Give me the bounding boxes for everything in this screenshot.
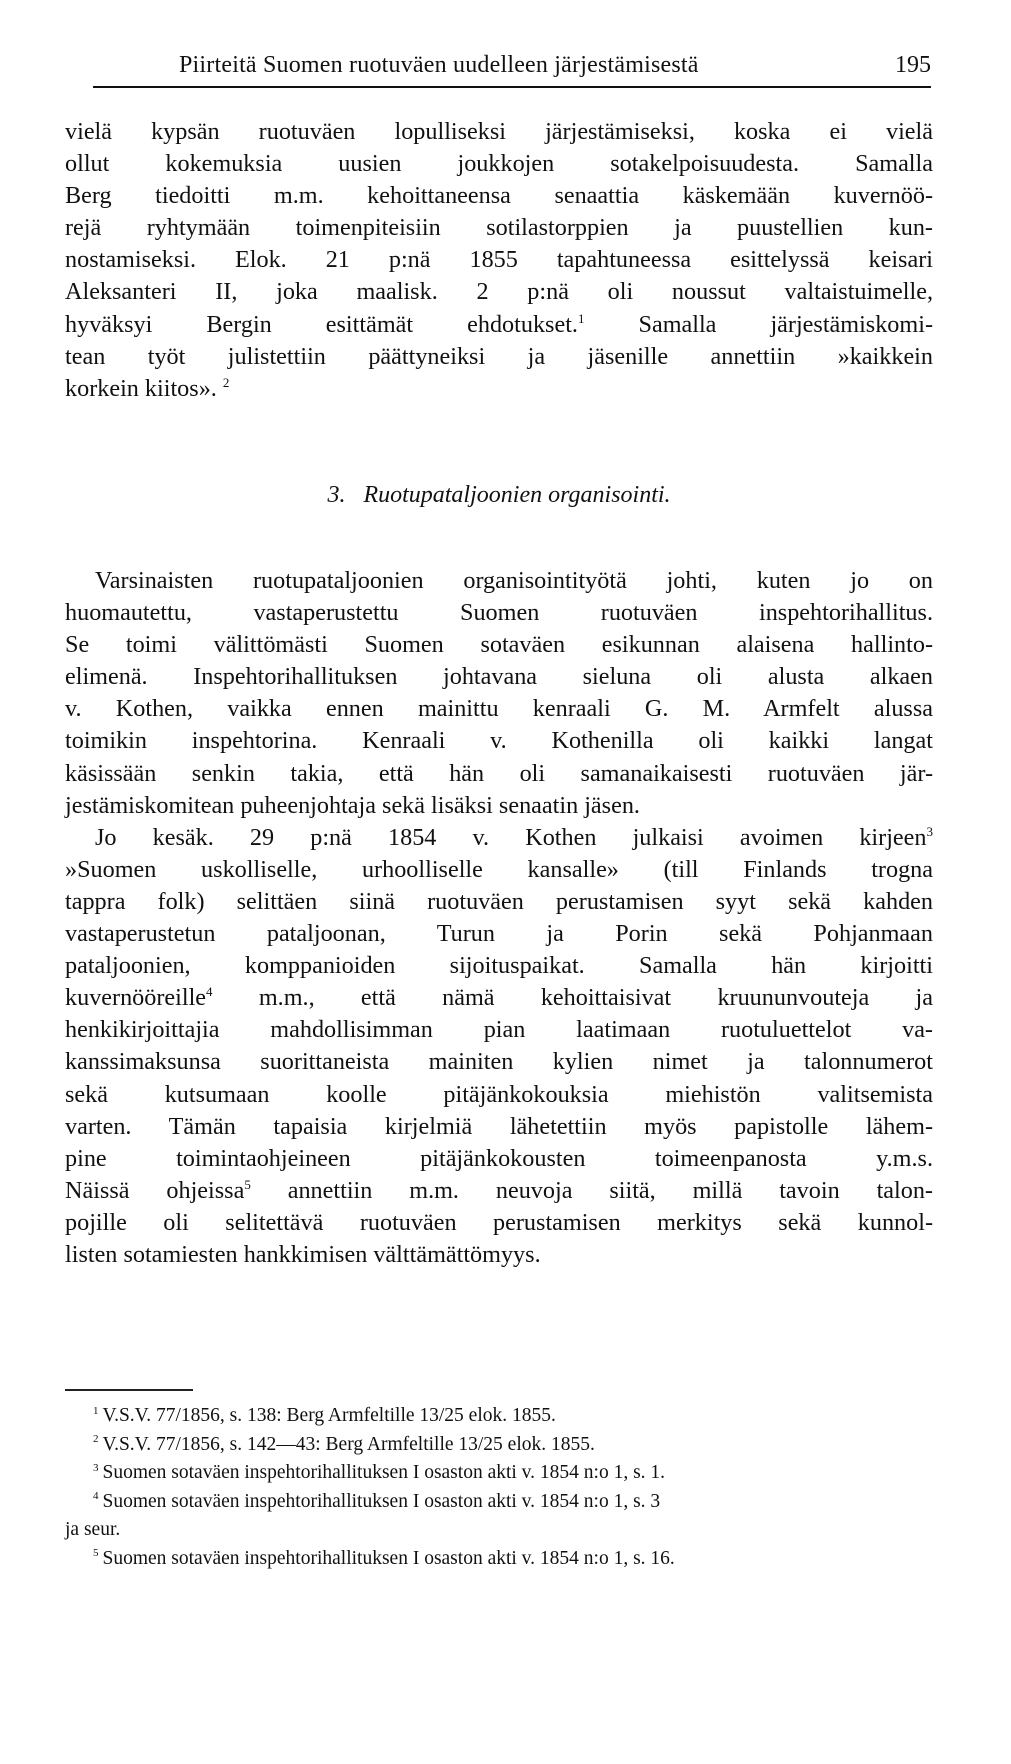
text-line: sekä kutsumaan koolle pitäjänkokouksia miehistön valitsemista bbox=[65, 1080, 933, 1108]
text-run: hyväksyi Bergin esittämät ehdotukset. bbox=[65, 310, 578, 338]
text-line: pojille oli selitettävä ruotuväen perustamisen merkitys sekä kunnol- bbox=[65, 1208, 933, 1236]
text-run: kuvernööreille bbox=[65, 984, 207, 1012]
text-line: jestämiskomitean puheenjohtaja sekä lisäksi senaatin jäsen. bbox=[65, 791, 640, 819]
footnote-ref-1[interactable]: 1 bbox=[577, 310, 585, 326]
text-run: annettiin m.m. neuvoja siitä, millä tavoin talon- bbox=[287, 1176, 933, 1204]
text-line: pataljoonien, komppanioiden sijoituspaikat. Samalla hän kirjoitti bbox=[65, 952, 933, 980]
footnote-ref-3[interactable]: 3 bbox=[926, 823, 933, 839]
text-line: rejä ryhtymään toimenpiteisiin sotilastorppien ja puustellien kun- bbox=[65, 214, 933, 242]
text-line: pine toimintaohjeineen pitäjänkokousten toimeenpanosta y.m.s. bbox=[65, 1144, 933, 1172]
footnote-rule bbox=[65, 1389, 193, 1391]
text-line bbox=[65, 822, 933, 854]
text-line: »Suomen uskolliselle, urhoolliselle kansalle» (till Finlands trogna bbox=[65, 855, 933, 883]
section-heading bbox=[65, 482, 933, 509]
text-line bbox=[65, 373, 933, 405]
footnote-number: 5 bbox=[93, 1547, 99, 1560]
footnote-2 bbox=[65, 1431, 933, 1460]
text-line: ollut kokemuksia uusien joukkojen sotakelpoisuudesta. Samalla bbox=[65, 150, 933, 178]
text-run: Jo kesäk. 29 p:nä 1854 v. Kothen julkaisi avoimen kirjeen bbox=[95, 823, 927, 851]
footnote-1 bbox=[65, 1402, 933, 1431]
text-line: henkikirjoittajia mahdollisimman pian laatimaan ruotuluettelot va- bbox=[65, 1016, 933, 1044]
running-title: Piirteitä Suomen ruotuväen uudelleen järjestämisestä bbox=[179, 52, 699, 78]
footnote-number: 4 bbox=[93, 1490, 99, 1503]
footnote-text: Suomen sotaväen inspehtorihallituksen I osaston akti v. 1854 n:o 1, s. 1. bbox=[102, 1462, 666, 1484]
text-line: nostamiseksi. Elok. 21 p:nä 1855 tapahtuneessa esittelyssä keisari bbox=[65, 246, 933, 274]
running-head bbox=[93, 48, 931, 88]
footnote-ref-5[interactable]: 5 bbox=[244, 1176, 251, 1192]
text-line: tappra folk) selittäen siinä ruotuväen perustamisen syyt sekä kahden bbox=[65, 887, 933, 915]
text-line: listen sotamiesten hankkimisen välttämättömyys. bbox=[65, 1240, 541, 1268]
text-line bbox=[65, 309, 933, 341]
text-run: m.m., että nämä kehoittaisivat kruununvouteja ja bbox=[258, 984, 934, 1012]
text-line: Aleksanteri II, joka maalisk. 2 p:nä oli noussut valtaistuimelle, bbox=[65, 278, 933, 306]
page-number: 195 bbox=[895, 52, 931, 78]
text-line: Berg tiedoitti m.m. kehoittaneensa senaattia käskemään kuvernöö- bbox=[65, 182, 933, 210]
footnote-text: Suomen sotaväen inspehtorihallituksen I osaston akti v. 1854 n:o 1, s. 16. bbox=[102, 1547, 675, 1569]
text-run: Näissä ohjeissa bbox=[65, 1176, 245, 1204]
section-title: Ruotupataljoonien organisointi. bbox=[363, 482, 671, 508]
text-line: kanssimaksunsa suorittaneista mainiten kylien nimet ja talonnumerot bbox=[65, 1048, 933, 1076]
text-line: Se toimi välittömästi Suomen sotaväen esikunnan alaisena hallinto- bbox=[65, 631, 933, 659]
section-body bbox=[65, 565, 933, 1271]
footnote-number: 2 bbox=[93, 1433, 99, 1446]
text-run: korkein kiitos». bbox=[65, 374, 217, 402]
footnote-ref-2[interactable]: 2 bbox=[222, 374, 230, 390]
footnote-text: V.S.V. 77/1856, s. 138: Berg Armfeltille 13/25 elok. 1855. bbox=[102, 1405, 556, 1426]
text-line bbox=[65, 982, 933, 1014]
footnote-number: 1 bbox=[93, 1404, 99, 1417]
text-line: toimikin inspehtorina. Kenraali v. Kothenilla oli kaikki langat bbox=[65, 727, 933, 755]
text-line: Varsinaisten ruotupataljoonien organisointityötä johti, kuten jo on bbox=[95, 567, 933, 594]
text-run: Samalla järjestämiskomi- bbox=[638, 310, 933, 338]
header-rule bbox=[93, 86, 931, 88]
footnote-3 bbox=[65, 1459, 933, 1488]
footnotes bbox=[65, 1402, 933, 1574]
footnote-4 bbox=[65, 1488, 933, 1517]
text-line: huomautettu, vastaperustettu Suomen ruotuväen inspehtorihallitus. bbox=[65, 599, 933, 627]
text-line: vastaperustetun pataljoonan, Turun ja Porin sekä Pohjanmaan bbox=[65, 920, 933, 948]
text-line: käsissään senkin takia, että hän oli samanaikaisesti ruotuväen jär- bbox=[65, 759, 933, 787]
section-number: 3. bbox=[327, 482, 346, 508]
footnote-text: V.S.V. 77/1856, s. 142—43: Berg Armfeltille 13/25 elok. 1855. bbox=[102, 1433, 595, 1455]
text-line bbox=[65, 1175, 933, 1207]
footnote-5 bbox=[65, 1545, 933, 1574]
footnote-number: 3 bbox=[93, 1461, 99, 1474]
footnote-ref-4[interactable]: 4 bbox=[206, 984, 213, 1000]
footnote-text: Suomen sotaväen inspehtorihallituksen I osaston akti v. 1854 n:o 1, s. 3 bbox=[102, 1490, 661, 1512]
text-line: vielä kypsän ruotuväen lopulliseksi järjestämiseksi, koska ei vielä bbox=[65, 118, 933, 145]
text-line: varten. Tämän tapaisia kirjelmiä lähetettiin myös papistolle lähem- bbox=[65, 1112, 933, 1140]
text-line: v. Kothen, vaikka ennen mainittu kenraali G. M. Armfelt alussa bbox=[65, 695, 933, 723]
text-line: elimenä. Inspehtorihallituksen johtavana sieluna oli alusta alkaen bbox=[65, 663, 933, 691]
text-line: tean työt julistettiin päättyneiksi ja jäsenille annettiin »kaikkein bbox=[65, 342, 933, 370]
paragraph-1 bbox=[65, 116, 933, 405]
footnote-4-continuation: ja seur. bbox=[65, 1519, 121, 1541]
